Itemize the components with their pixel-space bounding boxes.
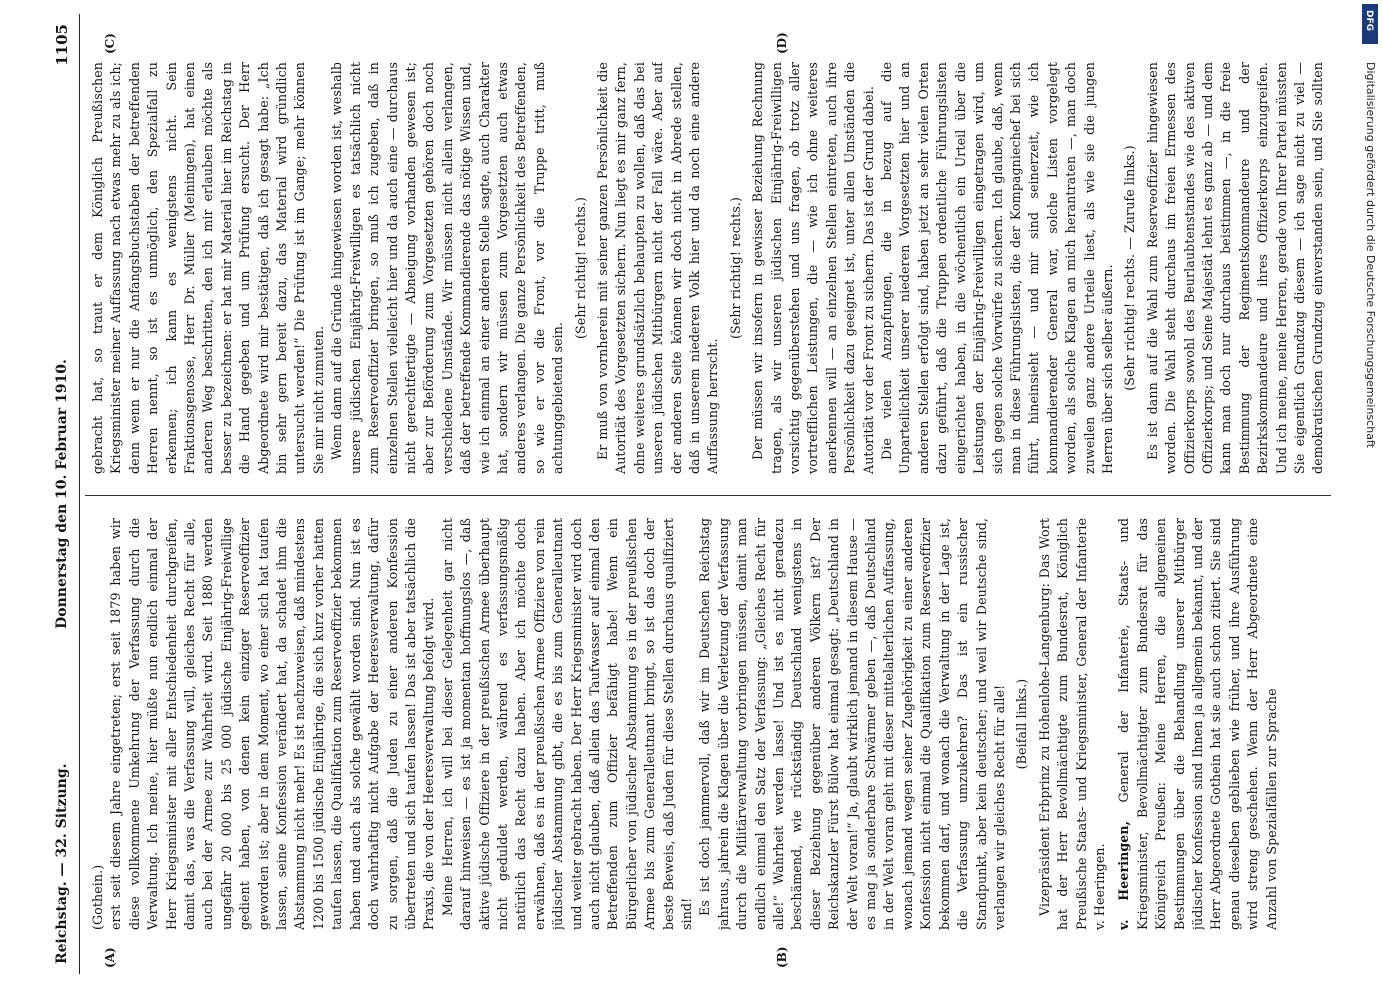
right-paragraph-6: Es ist dann auf die Wahl zum Reserveoffizier hingewiesen worden. Die Wahl steht durchaus im freien Ermessen des Offizierkorps sowohl des Beurlaubtenstandes wie des aktiven Offizierkorps; und Seine Majestät lehnt es ganz ab — und dem kann man doch nur durchaus beistimmen —, in die freie Bestimmung der Regimentskommandeure und der Bezirkskommandeure und ihres Offizierkorps einzugreifen. Und ich meine, meine Herren, gerade von Ihrer Partei müssten Sie eigentlich Grundzug diesem — ich sage nicht zu viel — demokratischen Grundzug einverstanden sein, und Sie sollten — [1144, 62, 1326, 474]
column-divider — [85, 495, 1331, 496]
running-head — [45, 14, 80, 974]
speech-heeringen-text: General der Infanterie, Staats- und Kriegsminister, Bevollmächtigter zum Bundesrat für das Königreich Preußen: Meine Herren, die allgemeinen Bestimmungen über die Behandlung unserer Mitbürger jüdischer Konfession sind Ihnen ja allgemein bekannt, und der Herr Abgeordnete Gothein hat sie auch schon zitiert. Sie sind genau dieselben geblieben wie früher, und ihre Ausführung wird streng geschehen. Wenn der Herr Abgeordnete eine Anzahl von Spezialfällen zur Sprache — [1116, 518, 1279, 930]
right-paragraph-2: Wenn dann auf die Gründe hingewiesen worden ist, weshalb unsere jüdischen Einjährig-Freiwilligen es tatsächlich nicht zum Reserveoffizier bringen, so muß ich zugeben, daß in einzelnen Stellen vielleicht hier und da auch eine — durchaus nicht gerechtfertigte — Abneigung vorhanden gewesen ist; aber zur Beförderung zum Vorgesetzten gehören doch noch verschiedene Umstände. Wir müssen nicht allein verlangen, daß der betreffende Kommandierende das nötige Wissen und, wie ich einmal an einer anderen Stelle sagte, auch Charakter hat, sondern wir müssen zum Vorgesetzten auch etwas anderes verlangen. Die ganze Persönlichkeit des Betreffenden, so wie er vor die Front, vor die Truppe tritt, muß achtunggebietend sein. — [329, 62, 566, 474]
right-paragraph-4: Der müssen wir insofern in gewisser Beziehung Rechnung tragen, als wir unseren jüdischen Einjährig-Freiwilligen vorsichtig gegenüberstehen und uns fragen, ob trotz aller vortrefflichen Leistungen, die — wie ich ohne weiteres anerkennen will — an einzelnen Stellen eintreten, auch ihre Persönlichkeit dazu geeignet ist, unter allen Umständen die Autorität vor der Front zu sichern. Das ist der Grund dabei. — [750, 62, 876, 474]
left-paragraph-2: Meine Herren, ich will bei dieser Gelegenheit gar nicht darauf hinweisen — es ist ja momentan hoffnungslos —, daß aktive jüdische Offiziere in der preußischen Armee überhaupt nicht geduldet werden, während es verfassungsmäßig natürlich das Recht dazu haben. Aber ich möchte doch erwähnen, daß es in der preußischen Armee Offiziere von rein jüdischer Abstammung gibt, die es bis zum Generalleutnant und weiter gebracht haben. Der Herr Kriegsminister wird doch auch nicht glauben, daß allein das Taufwasser auf einmal den Betreffenden zum Offizier befähigt habe! Wenn ein Bürgerlicher von jüdischer Abstammung es in der preußischen Armee bis zum Generalleutnant bringt, so ist das doch der beste Beweis, daß Juden für diese Stellen durchaus qualifiziert sind! — [439, 518, 694, 930]
vice-president-intro: Vizepräsident Erbprinz zu Hohenlohe-Langenburg: Das Wort hat der Herr Bevollmächtigte zum Bundesrat, Königlich Preußische Staats- und Kriegsminister, General der Infanterie v. Heeringen. — [1036, 518, 1107, 930]
left-paragraph-1: erst seit diesem Jahre eingetreten; erst seit 1879 haben wir diese vollkommene Umkehrung der Verfassung durch die Verwaltung. Ich meine, hier müßte nun endlich einmal der Herr Kriegsminister mit aller Entschiedenheit durchgreifen, damit das, was die Verfassung will, gleiches Recht für alle, auch bei der Armee zur Wahrheit wird. Seit 1880 werden ungefähr 20 000 bis 25 000 jüdische Einjährig-Freiwillige gedient haben, von denen kein einziger Reserveoffizier geworden ist; aber in dem Moment, wo einer sich hat taufen lassen, seine Konfession verändert hat, da schadet ihm die Abstammung nicht mehr! Es ist nachzuweisen, daß mindestens 1200 bis 1500 jüdische Einjährige, die sich kurz vorher hatten taufen lassen, die Qualifikation zum Reserveoffizier bekommen haben und auch als solche gewählt worden sind. Nun ist es doch wahrhaftig nicht Aufgabe der Heeresverwaltung, dafür zu sorgen, daß die Juden zu einer anderen Konfession übertreten und sich taufen lassen! Das ist aber tatsächlich die Praxis, die von der Heeresverwaltung befolgt wird. — [108, 518, 437, 930]
margin-mark-c: (C) — [103, 33, 117, 54]
digitization-credit-text: Digitalisierung gefördert durch die Deutsche Forschungsgemeinschaft — [1364, 62, 1377, 448]
right-paragraph-1: gebracht hat, so traut er dem Königlich Preußischen Kriegsminister meiner Auffassung nach etwas mehr zu als ich; denn wenn er nur die Anfangsbuchstaben der betreffenden Herren nennt, so ist es unmöglich, den Spezialfall zu erkennen; ich kann es wenigstens nicht. Sein Fraktionsgenosse, Herr Dr. Müller (Meiningen), hat einen anderen Weg beschritten, den ich mir erlauben möchte als besser zu bezeichnen: er hat mir Material hier im Reichstag in die Hand gegeben und um Prüfung ersucht. Der Herr Abgeordnete wird mir bestätigen, daß ich gesagt habe: „Ich bin sehr gern bereit dazu, das Material wird gründlich untersucht werden!“ Die Prüfung ist im Gange; mehr können Sie mir nicht zumuten. — [90, 62, 326, 474]
margin-mark-a: (A) — [103, 947, 117, 968]
interjection-2: (Sehr richtig! rechts.) — [727, 197, 743, 339]
speaker-tag: (Gothein.) — [90, 864, 105, 930]
interjection-3: (Sehr richtig! rechts. — Zurufe links.) — [1122, 145, 1138, 391]
left-column — [89, 518, 1329, 930]
speaker-name-heeringen: v. Heeringen, — [1116, 820, 1132, 930]
right-paragraph-3: Er muß von vornherein mit seiner ganzen Persönlichkeit die Autorität des Vorgesetzten sichern. Nun liegt es mir ganz fern, ohne weiteres grundsätzlich behaupten zu wollen, daß das bei unseren jüdischen Mitbürgern nicht der Fall wäre. Aber auf der anderen Seite können wir doch nicht in Abrede stellen, daß in unserem niederen Volk hier und da noch eine andere Auffassung herrscht. — [594, 62, 721, 474]
page-number: 1105 — [53, 24, 71, 66]
margin-mark-d: (D) — [775, 32, 789, 54]
left-paragraph-3: Es ist doch jammervoll, daß wir im Deutschen Reichstag jahraus, jahrein die Klagen über die Verletzung der Verfassung durch die Militärverwaltung vorbringen müssen, damit man endlich einmal den Satz der Verfassung: „Gleiches Recht für alle!“ Wahrheit werden lasse! Und ist es nicht geradezu beschämend, wie rückständig Deutschland wenigstens in dieser Beziehung gegenüber anderen Völkern ist? Der Reichskanzler Fürst Bülow hat einmal gesagt: „Deutschland in der Welt voran!“ Ja, glaubt wirklich jemand in diesem Hause — es mag ja sonderbare Schwärmer geben —, daß Deutschland in der Welt voran geht mit dieser mittelalterlichen Auffassung, wonach jemand wegen seiner Zugehörigkeit zu einer anderen Konfession nicht einmal die Qualifikation zum Reserveoffizier bekommen darf, und wonach die Verwaltung in der Lage ist, die Verfassung umzukehren? Das ist ein russischer Standpunkt, aber kein deutscher; und weil wir Deutsche sind, verlangen wir gleiches Recht für alle! — [697, 518, 1007, 930]
digitization-credit — [1349, 2, 1383, 998]
interjection-1: (Sehr richtig! rechts.) — [572, 197, 588, 339]
dfg-logo-text: DFG — [1364, 10, 1374, 32]
running-head-date: Donnerstag den 10. Februar 1910. — [54, 359, 70, 629]
applause-note: (Beifall links.) — [1014, 678, 1030, 770]
right-paragraph-5: Die vielen Anzapfungen, die in bezug auf die Unparteilichkeit unserer niederen Vorgesetzten hier und an anderen Stellen erfolgt sind, haben jetzt an sehr vielen Orten dazu geführt, daß die Truppen ordentliche Führungslisten eingerichtet haben, in die wöchentlich ein Urteil über die Leistungen der Einjährig-Freiwilligen eingetragen wird, um sich gegen solche Vorwürfe zu sichern. Ich glaube, daß, wenn man in diese Führungslisten, die der Kompagniechef bei sich führt, hineinsieht — und mir sind seinerzeit, wie ich kommandierender General war, solche Listen vorgelegt worden, als solche Klagen an mich herantraten —, man doch zuweilen ganz andere Urteile liest, als wie sie die jungen Herren über sich selber äußern. — [879, 62, 1115, 474]
margin-mark-b: (B) — [775, 946, 789, 968]
speech-heeringen — [1115, 518, 1281, 930]
right-column — [89, 62, 1329, 474]
rotated-page — [45, 14, 1335, 974]
running-head-left: Reichstag. — 32. Sitzung. — [54, 763, 70, 964]
